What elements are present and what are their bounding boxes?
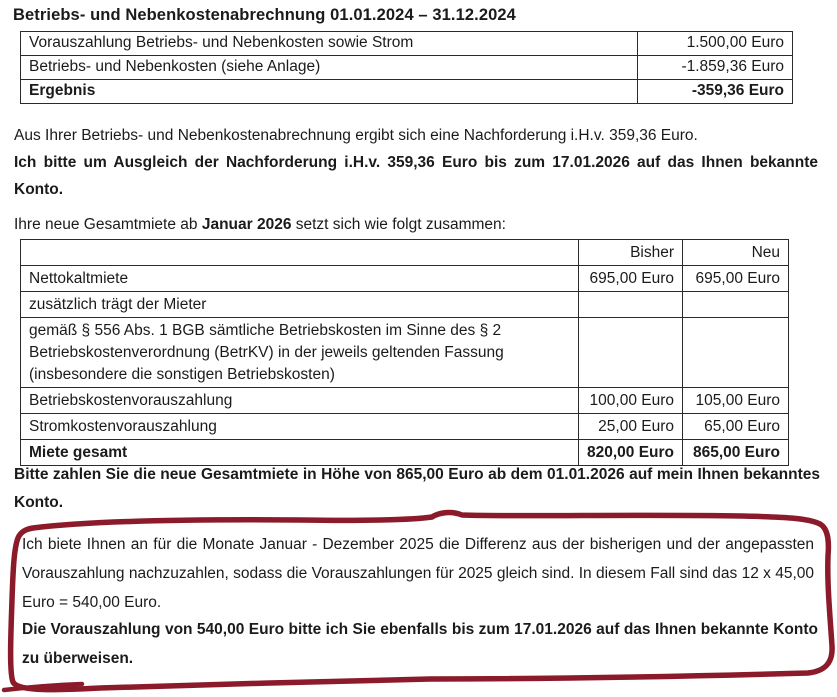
nachforderung-sentence: Aus Ihrer Betriebs- und Nebenkostenabrechnung ergibt sich eine Nachforderung i.H.v. 359,36 Euro. (14, 127, 698, 144)
miete-row-neu: 865,00 Euro (683, 440, 789, 466)
miete-row-neu: 105,00 Euro (683, 388, 789, 414)
table-header-row (21, 240, 789, 266)
angebot-paragraph: Ich biete Ihnen an für die Monate Januar - Dezember 2025 die Differenz aus der bisherigen und der angepassten Vorauszahlung nachzuzahlen, sodass die Vorauszahlungen für 2025 gleich sind. In diesem Fall sind das 12 x 45,00 Euro = 540,00 Euro. (22, 536, 814, 611)
miete-header-empty (21, 240, 579, 266)
table-row (21, 32, 793, 56)
miete-row-bisher (579, 318, 683, 388)
abrechnung-row-label: Betriebs- und Nebenkosten (siehe Anlage) (21, 56, 638, 80)
miete-row-neu: 65,00 Euro (683, 414, 789, 440)
intro-suffix: setzt sich wie folgt zusammen: (291, 216, 506, 233)
abrechnung-row-label: Ergebnis (21, 80, 638, 104)
red-marker-overshoot (4, 684, 82, 690)
gesamtmiete-intro (14, 211, 820, 238)
miete-row-label: gemäß § 556 Abs. 1 BGB sämtliche Betriebskosten im Sinne des § 2 Betriebskostenverordnung (BetrKV) in der jeweils geltenden Fassung (insbesondere die sonstigen Betriebskosten) (21, 318, 579, 388)
table-row (21, 318, 789, 388)
miete-row-bisher: 100,00 Euro (579, 388, 683, 414)
miete-row-bisher: 820,00 Euro (579, 440, 683, 466)
table-row (21, 266, 789, 292)
miete-row-label: Nettokaltmiete (21, 266, 579, 292)
vorauszahlung-request: Die Vorauszahlung von 540,00 Euro bitte ich Sie ebenfalls bis zum 17.01.2026 auf das Ihnen bekannte Konto zu überweisen. (22, 621, 818, 667)
abrechnung-table (20, 31, 793, 104)
miete-row-neu (683, 292, 789, 318)
miete-row-neu: 695,00 Euro (683, 266, 789, 292)
abrechnung-row-value: -359,36 Euro (638, 80, 793, 104)
miete-row-neu (683, 318, 789, 388)
table-row (21, 292, 789, 318)
miete-row-label: Betriebskostenvorauszahlung (21, 388, 579, 414)
miete-row-bisher: 25,00 Euro (579, 414, 683, 440)
miete-table (20, 239, 789, 466)
miete-header-neu: Neu (683, 240, 789, 266)
table-row-result (21, 80, 793, 104)
miete-row-label: Stromkostenvorauszahlung (21, 414, 579, 440)
miete-row-label: Miete gesamt (21, 440, 579, 466)
abrechnung-row-value: 1.500,00 Euro (638, 32, 793, 56)
miete-row-bisher (579, 292, 683, 318)
intro-prefix: Ihre neue Gesamtmiete ab (14, 216, 202, 233)
document-title: Betriebs- und Nebenkostenabrechnung 01.01.2024 – 31.12.2024 (13, 6, 516, 24)
table-row (21, 388, 789, 414)
table-row (21, 56, 793, 80)
miete-header-bisher: Bisher (579, 240, 683, 266)
miete-row-bisher: 695,00 Euro (579, 266, 683, 292)
table-row (21, 414, 789, 440)
miete-row-label: zusätzlich trägt der Mieter (21, 292, 579, 318)
zahlung-request: Bitte zahlen Sie die neue Gesamtmiete in Höhe von 865,00 Euro ab dem 01.01.2026 auf mein Ihnen bekanntes Konto. (14, 466, 820, 511)
abrechnung-row-value: -1.859,36 Euro (638, 56, 793, 80)
nachforderung-request: Ich bitte um Ausgleich der Nachforderung i.H.v. 359,36 Euro bis zum 17.01.2026 auf das Ihnen bekannte Konto. (14, 154, 818, 198)
intro-month: Januar 2026 (201, 216, 292, 233)
abrechnung-row-label: Vorauszahlung Betriebs- und Nebenkosten sowie Strom (21, 32, 638, 56)
